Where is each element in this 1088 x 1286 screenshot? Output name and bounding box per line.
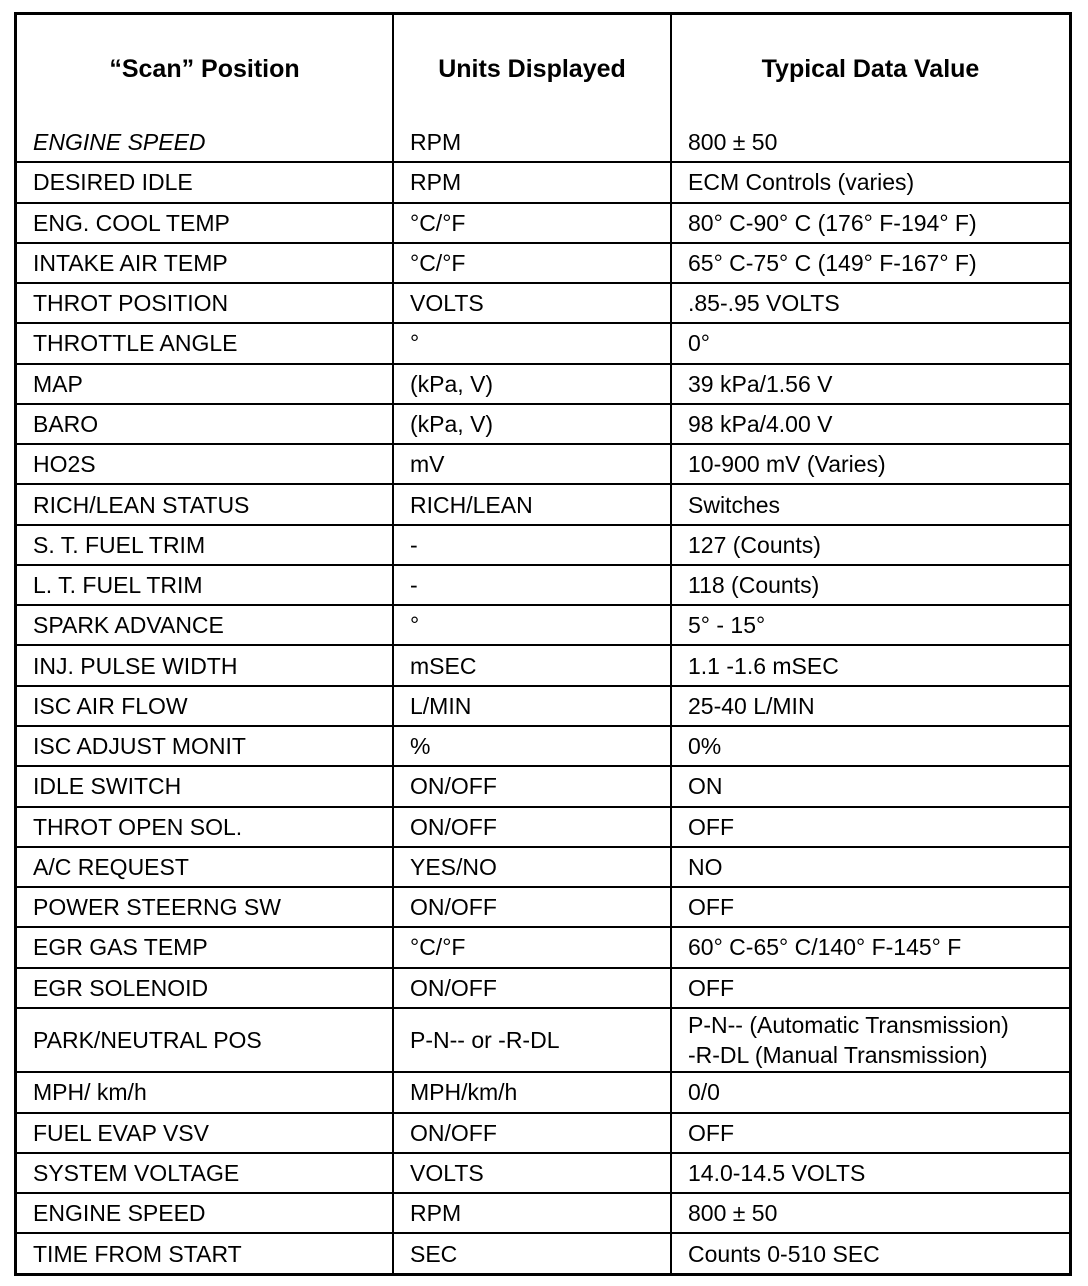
table-row <box>17 404 1069 444</box>
units-cell: mV <box>393 444 671 484</box>
table-row <box>17 364 1069 404</box>
table-row <box>17 968 1069 1008</box>
table-row <box>17 1153 1069 1193</box>
units-cell: °C/°F <box>393 203 671 243</box>
scan-data-table-frame <box>14 12 1072 1276</box>
scan-position-cell: ENGINE SPEED <box>17 123 393 162</box>
scan-position-cell: S. T. FUEL TRIM <box>17 525 393 565</box>
scan-position-cell: DESIRED IDLE <box>17 162 393 202</box>
units-cell: ON/OFF <box>393 887 671 927</box>
table-row <box>17 605 1069 645</box>
typical-value-cell: OFF <box>671 887 1069 927</box>
table-row <box>17 565 1069 605</box>
typical-value-cell: OFF <box>671 1113 1069 1153</box>
table-row <box>17 323 1069 363</box>
units-cell: L/MIN <box>393 686 671 726</box>
typical-value-cell: 0/0 <box>671 1072 1069 1112</box>
scan-position-cell: ISC ADJUST MONIT <box>17 726 393 766</box>
table-row <box>17 887 1069 927</box>
table-row <box>17 1008 1069 1072</box>
typical-value-cell: OFF <box>671 807 1069 847</box>
header-units-displayed: Units Displayed <box>393 15 671 123</box>
units-cell: RPM <box>393 1193 671 1233</box>
scan-position-cell: INTAKE AIR TEMP <box>17 243 393 283</box>
units-cell: RPM <box>393 123 671 162</box>
typical-value-cell: 118 (Counts) <box>671 565 1069 605</box>
units-cell: - <box>393 565 671 605</box>
table-row <box>17 525 1069 565</box>
scan-position-cell: SYSTEM VOLTAGE <box>17 1153 393 1193</box>
units-cell: °C/°F <box>393 927 671 967</box>
typical-value-cell <box>671 1008 1069 1072</box>
typical-value-cell: .85-.95 VOLTS <box>671 283 1069 323</box>
table-row <box>17 686 1069 726</box>
typical-value-cell: 800 ± 50 <box>671 123 1069 162</box>
typical-value-cell: 14.0-14.5 VOLTS <box>671 1153 1069 1193</box>
units-cell: mSEC <box>393 645 671 685</box>
units-cell: SEC <box>393 1233 671 1273</box>
typical-value-cell: 0° <box>671 323 1069 363</box>
table-row <box>17 444 1069 484</box>
typical-value-cell: Counts 0-510 SEC <box>671 1233 1069 1273</box>
typical-value-cell: 1.1 -1.6 mSEC <box>671 645 1069 685</box>
table-row <box>17 1193 1069 1233</box>
units-cell: MPH/km/h <box>393 1072 671 1112</box>
units-cell: VOLTS <box>393 1153 671 1193</box>
typical-value-line: P-N-- (Automatic Transmission) <box>688 1012 1009 1039</box>
units-cell: ON/OFF <box>393 1113 671 1153</box>
typical-value-cell: 60° C-65° C/140° F-145° F <box>671 927 1069 967</box>
table-body <box>17 123 1069 1273</box>
scan-position-cell: ENG. COOL TEMP <box>17 203 393 243</box>
table-row <box>17 203 1069 243</box>
units-cell: YES/NO <box>393 847 671 887</box>
table-row <box>17 927 1069 967</box>
scan-position-cell: INJ. PULSE WIDTH <box>17 645 393 685</box>
units-cell: ON/OFF <box>393 968 671 1008</box>
scan-position-cell: RICH/LEAN STATUS <box>17 484 393 524</box>
typical-value-cell: 127 (Counts) <box>671 525 1069 565</box>
table-row <box>17 766 1069 806</box>
scan-position-cell: ISC AIR FLOW <box>17 686 393 726</box>
scan-position-cell: FUEL EVAP VSV <box>17 1113 393 1153</box>
table-row <box>17 726 1069 766</box>
table-row <box>17 243 1069 283</box>
units-cell: P-N-- or -R-DL <box>393 1008 671 1072</box>
units-cell: (kPa, V) <box>393 404 671 444</box>
units-cell: ° <box>393 323 671 363</box>
scan-position-cell: MPH/ km/h <box>17 1072 393 1112</box>
table-row <box>17 484 1069 524</box>
scan-position-cell: EGR SOLENOID <box>17 968 393 1008</box>
table-row <box>17 807 1069 847</box>
scan-position-cell: THROT POSITION <box>17 283 393 323</box>
scan-position-cell: A/C REQUEST <box>17 847 393 887</box>
typical-value-cell: 800 ± 50 <box>671 1193 1069 1233</box>
typical-value-cell: NO <box>671 847 1069 887</box>
table-row <box>17 123 1069 162</box>
table-row <box>17 645 1069 685</box>
units-cell: ON/OFF <box>393 766 671 806</box>
typical-value-line: -R-DL (Manual Transmission) <box>688 1042 988 1069</box>
units-cell: °C/°F <box>393 243 671 283</box>
table-row <box>17 1072 1069 1112</box>
scan-position-cell: POWER STEERNG SW <box>17 887 393 927</box>
header-row <box>17 15 1069 123</box>
table-row <box>17 847 1069 887</box>
scan-position-cell: PARK/NEUTRAL POS <box>17 1008 393 1072</box>
table-row <box>17 1233 1069 1273</box>
scan-data-table <box>17 15 1069 1273</box>
scan-position-cell: THROTTLE ANGLE <box>17 323 393 363</box>
typical-value-cell: 39 kPa/1.56 V <box>671 364 1069 404</box>
typical-value-cell: 25-40 L/MIN <box>671 686 1069 726</box>
typical-value-cell: 10-900 mV (Varies) <box>671 444 1069 484</box>
units-cell: RPM <box>393 162 671 202</box>
units-cell: % <box>393 726 671 766</box>
units-cell: ON/OFF <box>393 807 671 847</box>
typical-value-cell: OFF <box>671 968 1069 1008</box>
typical-value-cell: 5° - 15° <box>671 605 1069 645</box>
scan-position-cell: ENGINE SPEED <box>17 1193 393 1233</box>
typical-value-cell: 65° C-75° C (149° F-167° F) <box>671 243 1069 283</box>
typical-value-cell: 80° C-90° C (176° F-194° F) <box>671 203 1069 243</box>
scan-position-cell: L. T. FUEL TRIM <box>17 565 393 605</box>
scan-position-cell: SPARK ADVANCE <box>17 605 393 645</box>
header-scan-position: “Scan” Position <box>17 15 393 123</box>
units-cell: - <box>393 525 671 565</box>
scan-position-cell: HO2S <box>17 444 393 484</box>
scan-position-cell: THROT OPEN SOL. <box>17 807 393 847</box>
typical-value-cell: 0% <box>671 726 1069 766</box>
header-typical-data-value: Typical Data Value <box>671 15 1069 123</box>
typical-value-cell: ECM Controls (varies) <box>671 162 1069 202</box>
scan-position-cell: IDLE SWITCH <box>17 766 393 806</box>
table-row <box>17 162 1069 202</box>
scan-position-cell: BARO <box>17 404 393 444</box>
scan-position-cell: TIME FROM START <box>17 1233 393 1273</box>
table-row <box>17 1113 1069 1153</box>
units-cell: (kPa, V) <box>393 364 671 404</box>
scan-position-cell: EGR GAS TEMP <box>17 927 393 967</box>
units-cell: VOLTS <box>393 283 671 323</box>
typical-value-cell: ON <box>671 766 1069 806</box>
scan-position-cell: MAP <box>17 364 393 404</box>
table-row <box>17 283 1069 323</box>
units-cell: ° <box>393 605 671 645</box>
units-cell: RICH/LEAN <box>393 484 671 524</box>
typical-value-cell: Switches <box>671 484 1069 524</box>
typical-value-cell: 98 kPa/4.00 V <box>671 404 1069 444</box>
